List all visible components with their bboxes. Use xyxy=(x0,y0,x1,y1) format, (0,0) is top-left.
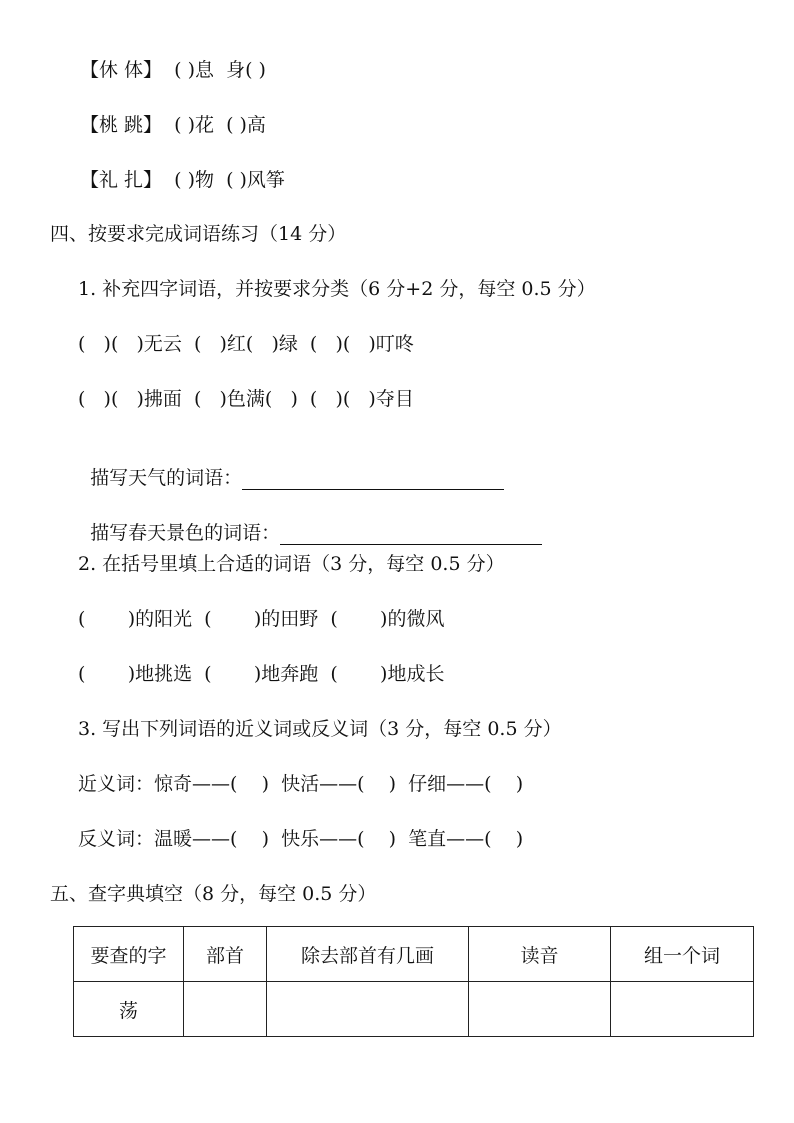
spring-answer-blank[interactable] xyxy=(280,526,542,545)
q1-row-2: ( )( )拂面 ( )色满( ) ( )( )夺目 xyxy=(78,388,414,410)
spring-words-label: 描写春天景色的词语： xyxy=(90,522,281,544)
q2-row-2: ( )地挑选 ( )地奔跑 ( )地成长 xyxy=(78,663,445,685)
table-header-cell: 部首 xyxy=(184,927,267,982)
table-row xyxy=(74,982,754,1037)
table-cell-radical[interactable] xyxy=(184,982,267,1037)
pair-line-1: 【休 体】 ( )息 身( ) xyxy=(80,59,266,81)
synonyms-row: 近义词：惊奇——( ) 快活——( ) 仔细——( ) xyxy=(78,773,524,795)
q3-title: 3. 写出下列词语的近义词或反义词（3 分，每空 0.5 分） xyxy=(78,718,562,740)
table-header-cell: 组一个词 xyxy=(611,927,754,982)
q1-row-1: ( )( )无云 ( )红( )绿 ( )( )叮咚 xyxy=(78,333,414,355)
pair-line-2: 【桃 跳】 ( )花 ( )高 xyxy=(80,114,266,136)
spring-words-line xyxy=(78,497,542,545)
table-header-cell: 除去部首有几画 xyxy=(267,927,469,982)
dictionary-table xyxy=(73,926,754,1037)
antonyms-row: 反义词：温暖——( ) 快乐——( ) 笔直——( ) xyxy=(78,828,524,850)
q1-title: 1. 补充四字词语，并按要求分类（6 分+2 分，每空 0.5 分） xyxy=(78,278,596,300)
weather-words-label: 描写天气的词语： xyxy=(90,467,243,489)
table-cell-pronunciation[interactable] xyxy=(469,982,611,1037)
weather-words-line xyxy=(78,442,504,490)
q2-row-1: ( )的阳光 ( )的田野 ( )的微风 xyxy=(78,608,445,630)
weather-answer-blank[interactable] xyxy=(242,471,504,490)
table-cell-word[interactable] xyxy=(611,982,754,1037)
table-header-cell: 要查的字 xyxy=(74,927,184,982)
q2-title: 2. 在括号里填上合适的词语（3 分，每空 0.5 分） xyxy=(78,553,505,575)
pair-line-3: 【礼 扎】 ( )物 ( )风筝 xyxy=(80,169,285,191)
table-header-row xyxy=(74,927,754,982)
table-cell-character: 荡 xyxy=(74,982,184,1037)
section-4-title: 四、按要求完成词语练习（14 分） xyxy=(50,223,347,245)
section-5-title: 五、查字典填空（8 分，每空 0.5 分） xyxy=(50,883,377,905)
table-cell-strokes[interactable] xyxy=(267,982,469,1037)
table-header-cell: 读音 xyxy=(469,927,611,982)
